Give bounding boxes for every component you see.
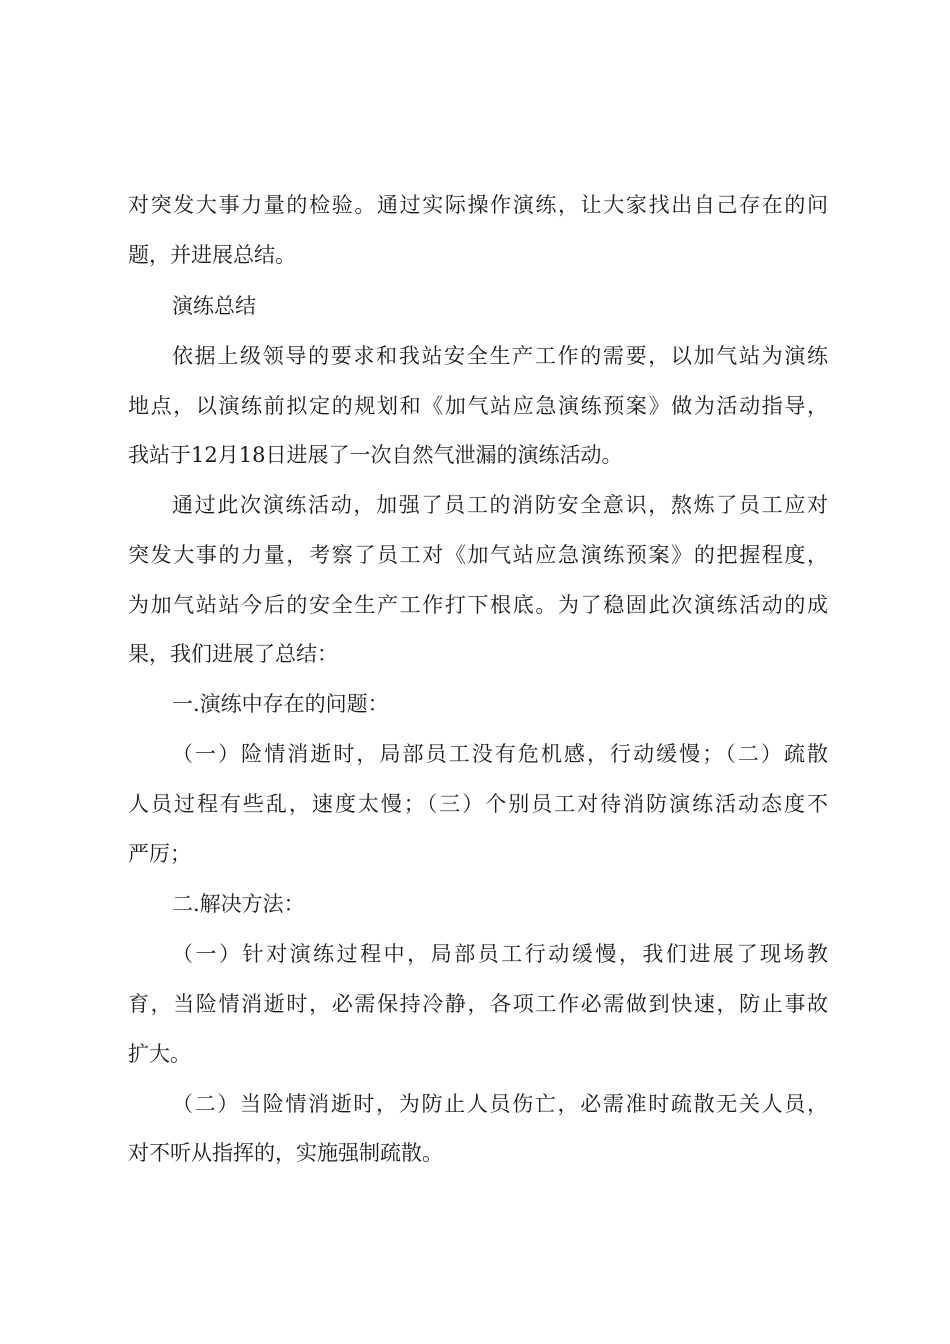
text-line: 突发大事的力量，考察了员工对《加气站应急演练预案》的把握程度， <box>128 543 828 567</box>
text-line: 我站于12月18日进展了一次自然气泄漏的演练活动。 <box>128 443 623 467</box>
text-line: 育，当险情消逝时，必需保持冷静，各项工作必需做到快速，防止事故 <box>128 992 828 1016</box>
text-line: 依据上级领导的要求和我站安全生产工作的需要，以加气站为演练 <box>172 344 828 368</box>
section-heading: 演练总结 <box>172 294 256 318</box>
text-line: 对突发大事力量的检验。通过实际操作演练，让大家找出自己存在的问 <box>128 193 828 217</box>
text-line: 为加气站站今后的安全生产工作打下根底。为了稳固此次演练活动的成 <box>128 593 828 617</box>
text-line: （二）当险情消逝时，为防止人员伤亡，必需准时疏散无关人员， <box>172 1092 828 1116</box>
text-line: 人员过程有些乱，速度太慢；（三）个别员工对待消防演练活动态度不 <box>128 792 828 816</box>
text-line: 扩大。 <box>128 1042 191 1066</box>
text-line: （一）针对演练过程中，局部员工行动缓慢，我们进展了现场教 <box>172 942 828 966</box>
text-line: 严厉； <box>128 842 191 866</box>
text-line: 通过此次演练活动，加强了员工的消防安全意识，熬炼了员工应对 <box>172 493 828 517</box>
text-line: （一）险情消逝时，局部员工没有危机感，行动缓慢；（二）疏散 <box>172 742 828 766</box>
list-heading: 一.演练中存在的问题： <box>172 692 389 716</box>
text-line: 果，我们进展了总结： <box>128 642 338 666</box>
text-line: 地点，以演练前拟定的规划和《加气站应急演练预案》做为活动指导， <box>128 394 828 418</box>
text-line: 对不听从指挥的，实施强制疏散。 <box>128 1141 443 1165</box>
list-heading: 二.解决方法： <box>172 892 305 916</box>
text-line: 题，并进展总结。 <box>128 243 296 267</box>
